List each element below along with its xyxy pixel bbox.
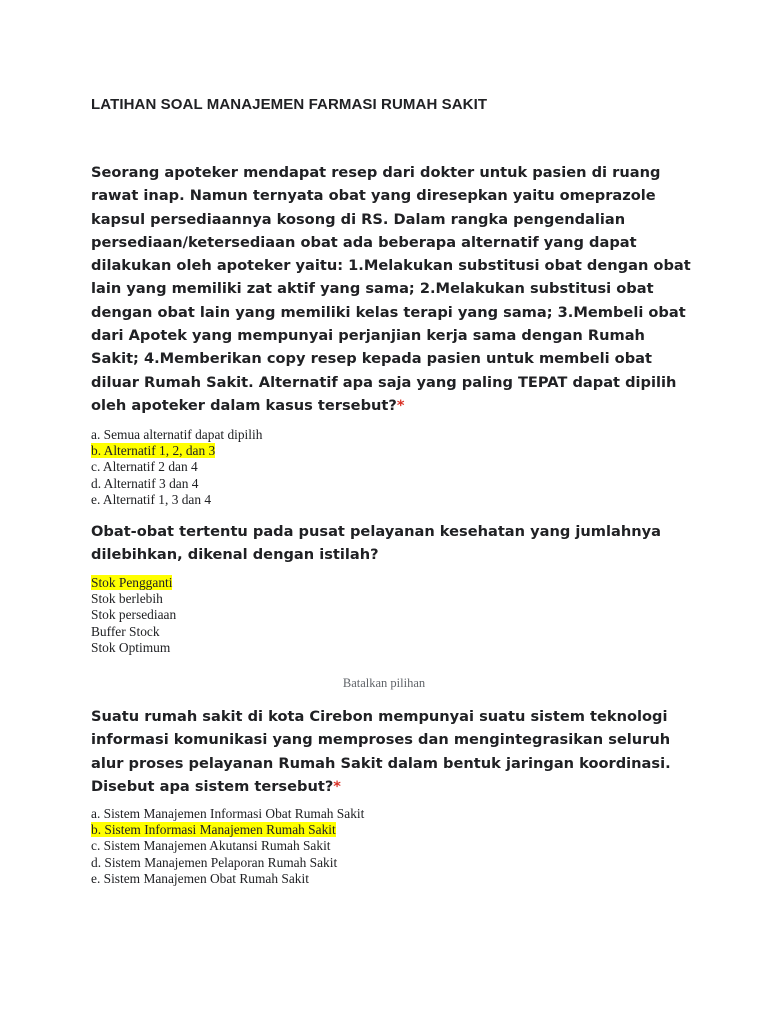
option-1b[interactable] <box>91 443 262 459</box>
question-3-text <box>91 705 691 798</box>
option-1c[interactable] <box>91 459 262 475</box>
option-label: e. Alternatif 1, 3 dan 4 <box>91 491 212 507</box>
option-label: c. Alternatif 2 dan 4 <box>91 459 198 475</box>
option-label: e. Sistem Manajemen Obat Rumah Sakit <box>91 870 309 886</box>
question-3-label: Suatu rumah sakit di kota Cirebon mempunyai suatu sistem teknologi informasi komunikasi yang memproses dan mengintegrasikan seluruh alur proses pelayanan Rumah Sakit dalam bentuk jaringan koordinasi. Disebut apa sistem tersebut? <box>91 708 671 795</box>
option-3b[interactable] <box>91 822 364 838</box>
option-2-stok-berlebih[interactable] <box>91 591 176 607</box>
option-2-stok-pengganti[interactable] <box>91 575 176 591</box>
question-1-options <box>91 427 262 508</box>
option-2-buffer-stock[interactable] <box>91 624 176 640</box>
option-label: d. Alternatif 3 dan 4 <box>91 475 199 491</box>
option-3e[interactable] <box>91 871 364 887</box>
option-label-highlighted: b. Sistem Informasi Manajemen Rumah Sakit <box>91 822 336 838</box>
option-label: Stok Optimum <box>91 639 171 655</box>
question-1-text <box>91 161 691 417</box>
option-label: Stok berlebih <box>91 591 163 607</box>
option-label-highlighted: b. Alternatif 1, 2, dan 3 <box>91 443 216 459</box>
option-label: Stok persediaan <box>91 607 177 623</box>
question-2-options <box>91 575 176 656</box>
option-2-stok-optimum[interactable] <box>91 640 176 656</box>
option-1d[interactable] <box>91 476 262 492</box>
option-label: d. Sistem Manajemen Pelaporan Rumah Sakit <box>91 854 338 870</box>
option-label: a. Semua alternatif dapat dipilih <box>91 427 263 442</box>
option-label-highlighted: Stok Pengganti <box>91 575 173 590</box>
question-2-text <box>91 520 691 567</box>
clear-choice-link[interactable]: Batalkan pilihan <box>342 676 426 690</box>
required-asterisk: * <box>333 777 341 795</box>
question-1-label: Seorang apoteker mendapat resep dari dokter untuk pasien di ruang rawat inap. Namun ternyata obat yang diresepkan yaitu omeprazole kapsul persediaannya kosong di RS. Dalam rangka pengendalian persediaan/ketersediaan obat ada beberapa alternatif yang dapat dilakukan oleh apoteker yaitu: 1.Melakukan substitusi obat dengan obat lain yang memiliki zat aktif yang sama; 2.Melakukan substitusi obat dengan obat lain yang memiliki kelas terapi yang sama; 3.Membeli obat dari Apotek yang mempunyai perjanjian kerja sama dengan Rumah Sakit; 4.Memberikan copy resep kepada pasien untuk membeli obat diluar Rumah Sakit. Alternatif apa saja yang paling TEPAT dapat dipilih oleh apoteker dalam kasus tersebut? <box>91 164 691 414</box>
option-3d[interactable] <box>91 855 364 871</box>
question-2-label: Obat-obat tertentu pada pusat pelayanan kesehatan yang jumlahnya dilebihkan, dikenal dengan istilah? <box>91 523 661 564</box>
option-label: c. Sistem Manajemen Akutansi Rumah Sakit <box>91 838 331 854</box>
option-3c[interactable] <box>91 838 364 854</box>
option-label: a. Sistem Manajemen Informasi Obat Rumah Sakit <box>91 806 365 821</box>
option-1e[interactable] <box>91 492 262 508</box>
option-2-stok-persediaan[interactable] <box>91 607 176 623</box>
option-3a[interactable] <box>91 806 364 822</box>
required-asterisk: * <box>396 396 405 414</box>
document-title: LATIHAN SOAL MANAJEMEN FARMASI RUMAH SAKIT <box>91 96 488 113</box>
option-1a[interactable] <box>91 427 262 443</box>
question-3-options <box>91 806 364 887</box>
option-label: Buffer Stock <box>91 623 160 639</box>
